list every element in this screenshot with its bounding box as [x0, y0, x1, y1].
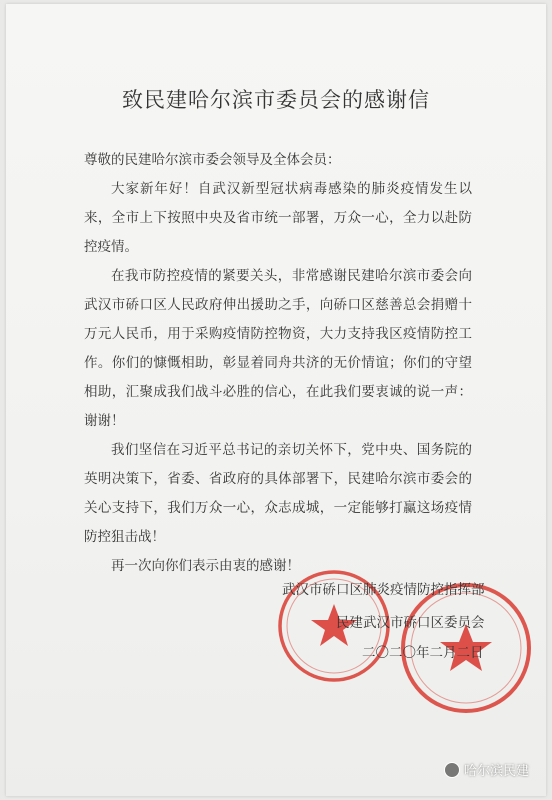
watermark	[444, 760, 529, 779]
salutation: 尊敬的民建哈尔滨市委会领导及全体会员：	[84, 152, 341, 168]
wechat-account-icon	[444, 762, 460, 778]
paragraph-1: 大家新年好！自武汉新型冠状病毒感染的肺炎疫情发生以来，全市上下按照中央及省市统一部署，万众一心，全力以赴防控疫情。	[84, 181, 472, 255]
paragraph-3: 我们坚信在习近平总书记的亲切关怀下，党中央、国务院的英明决策下，省委、省政府的具体部署下，民建哈尔滨市委会的关心支持下，我们万众一心，众志成城，一定能够打赢这场疫情防控狙击战！	[84, 442, 472, 545]
letter-title: 致民建哈尔滨市委员会的感谢信	[122, 88, 430, 112]
signature-line-1: 武汉市硚口区肺炎疫情防控指挥部	[282, 582, 485, 598]
paragraph-4: 再一次向你们表示由衷的感谢！	[111, 558, 300, 574]
signature-date: 二〇二〇年二月二日	[362, 645, 484, 661]
paragraph-2: 在我市防控疫情的紧要关头，非常感谢民建哈尔滨市委会向武汉市硚口区人民政府伸出援助之手，向硚口区慈善总会捐赠十万元人民币，用于采购疫情防控物资，大力支持我区疫情防控工作。你们的慷慨相助，彰显着同舟共济的无价情谊；你们的守望相助，汇聚成我们战斗必胜的信心，在此我们要衷诚的说一声：谢谢！	[84, 268, 472, 429]
watermark-text: 哈尔滨民建	[464, 764, 530, 779]
letter-body	[84, 146, 472, 581]
signature-line-2: 民建武汉市硚口区委员会	[336, 615, 485, 631]
